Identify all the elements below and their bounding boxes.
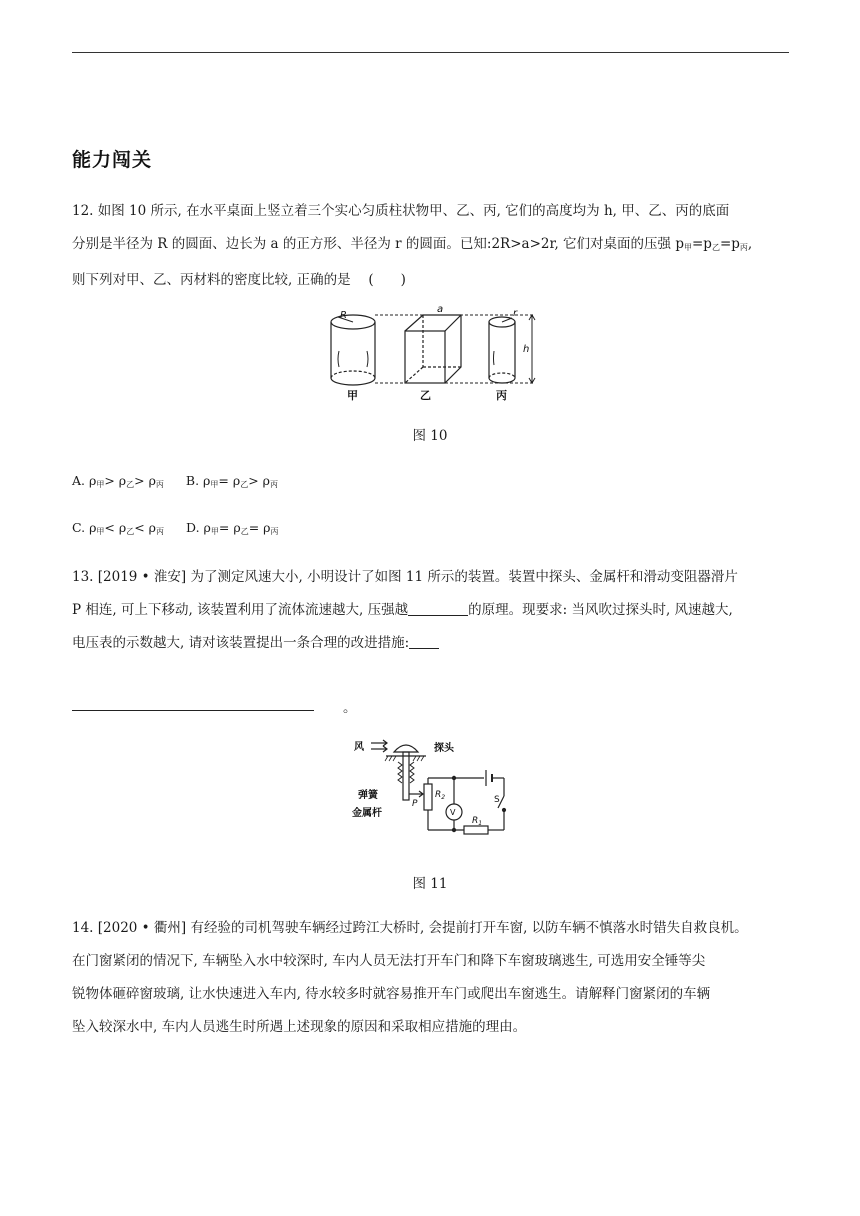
option-c-rel2: < ρ (134, 520, 157, 535)
option-c-rho: C. ρ (72, 520, 97, 535)
option-a-sub1: 甲 (96, 480, 105, 489)
q14-line-2: 在门窗紧闭的情况下, 车辆坠入水中较深时, 车内人员无法打开车门和降下车窗玻璃逃生, 可选用安全锤等尖 (72, 953, 706, 969)
label-V: V (450, 808, 456, 817)
option-c-sub2: 乙 (126, 527, 135, 536)
question-12 (72, 195, 792, 297)
label-r: r (513, 308, 518, 319)
q13-answer-blank-2b[interactable] (72, 696, 314, 711)
option-c-sub1: 甲 (96, 527, 105, 536)
option-a-rel1: > ρ (104, 473, 127, 488)
q12-eq1: =p (691, 236, 712, 252)
header-rule (72, 52, 789, 53)
options-row-1 (72, 473, 278, 490)
option-d-rel2: = ρ (248, 520, 271, 535)
label-P: P (412, 799, 418, 809)
option-b-rel2: > ρ (248, 473, 270, 488)
section-title: 能力闯关 (72, 149, 153, 171)
option-b (186, 473, 278, 488)
q13-line-2-start: P 相连, 可上下移动, 该装置利用了流体流速越大, 压强越 (72, 602, 409, 618)
q13-line-1: 13. [2019 • 淮安] 为了测定风速大小, 小明设计了如图 11 所示的装置。装置中探头、金属杆和滑动变阻器滑片 (72, 569, 738, 585)
label-wind: 风 (354, 742, 364, 753)
q13-line-2 (72, 594, 792, 627)
question-14 (72, 912, 792, 1044)
q14-line-1: 14. [2020 • 衢州] 有经验的司机驾驶车辆经过跨江大桥时, 会提前打开车窗, 以防车辆不慎落水时错失自救良机。 (72, 920, 748, 936)
option-a-sub3: 丙 (155, 480, 164, 489)
q14-line-4: 坠入较深水中, 车内人员逃生时所遇上述现象的原因和采取相应措施的理由。 (72, 1019, 527, 1035)
option-d-rel1: = ρ (218, 520, 241, 535)
name-jia: 甲 (347, 389, 358, 402)
option-b-rho: B. ρ (185, 473, 211, 488)
option-a-sub2: 乙 (126, 480, 135, 489)
option-a-rel2: > ρ (134, 473, 156, 488)
q12-eq2: =p (719, 236, 740, 252)
label-R1-sub: 1 (478, 820, 483, 827)
q12-line-3: 则下列对甲、乙、丙材料的密度比较, 正确的是 ( ) (72, 272, 406, 288)
subscript-yi: 乙 (711, 243, 720, 252)
q13-line-3 (72, 627, 792, 660)
label-R: R (340, 310, 347, 321)
subscript-jia: 甲 (683, 243, 692, 252)
option-d-sub3: 丙 (270, 527, 279, 536)
option-d-rho: D. ρ (186, 520, 211, 535)
question-13 (72, 561, 792, 660)
q13-answer-blank-1[interactable] (408, 601, 468, 616)
q13-period: 。 (343, 700, 357, 716)
option-b-sub1: 甲 (210, 480, 219, 489)
option-b-sub3: 丙 (270, 480, 278, 489)
figure-10 (320, 305, 550, 405)
options-row-2 (72, 520, 278, 537)
name-bing: 丙 (496, 389, 507, 402)
q13-answer-blank-2a[interactable] (409, 634, 439, 649)
label-spring: 弹簧 (358, 790, 378, 801)
label-probe: 探头 (434, 743, 454, 754)
figure-11 (352, 734, 522, 846)
label-R2-sub: 2 (441, 794, 446, 801)
label-rod: 金属杆 (352, 808, 382, 819)
option-c-sub3: 丙 (156, 527, 165, 536)
option-d (186, 520, 278, 535)
option-b-sub2: 乙 (240, 480, 249, 489)
option-b-rel1: = ρ (218, 473, 241, 488)
label-a: a (437, 305, 444, 315)
cube-yi-front (405, 331, 445, 383)
option-d-sub1: 甲 (210, 527, 219, 536)
label-R1 (472, 816, 482, 827)
label-R1-letter: R (472, 816, 479, 826)
label-h: h (523, 344, 530, 355)
option-c (72, 520, 164, 535)
subscript-bing: 丙 (739, 243, 748, 252)
q12-line-2 (72, 228, 792, 264)
option-a (72, 473, 164, 488)
figure-11-caption: 图 11 (412, 876, 448, 892)
q12-line-2-text: 分别是半径为 R 的圆面、边长为 a 的正方形、半径为 r 的圆面。已知:2R>a>2r, 它们对桌面的压强 p (72, 236, 684, 252)
figure-10-caption: 图 10 (412, 428, 448, 444)
q14-line-3: 锐物体砸碎窗玻璃, 让水快速进入车内, 待水较多时就容易推开车门或爬出车窗逃生。请解释门窗紧闭的车辆 (72, 986, 711, 1002)
q13-line-3-text: 电压表的示数越大, 请对该装置提出一条合理的改进措施: (72, 635, 410, 651)
name-yi: 乙 (420, 389, 431, 402)
q12-line-1: 12. 如图 10 所示, 在水平桌面上竖立着三个实心匀质柱状物甲、乙、丙, 它们的高度均为 h, 甲、乙、丙的底面 (72, 203, 730, 219)
label-R2 (435, 790, 445, 801)
option-d-sub2: 乙 (240, 527, 249, 536)
label-R2-letter: R (435, 790, 442, 800)
q13-line-2-end: 的原理。现要求: 当风吹过探头时, 风速越大, (468, 602, 733, 618)
label-S: S (494, 795, 500, 805)
option-c-rel1: < ρ (104, 520, 127, 535)
option-a-rho: A. ρ (72, 473, 97, 488)
q12-comma: , (747, 236, 753, 252)
